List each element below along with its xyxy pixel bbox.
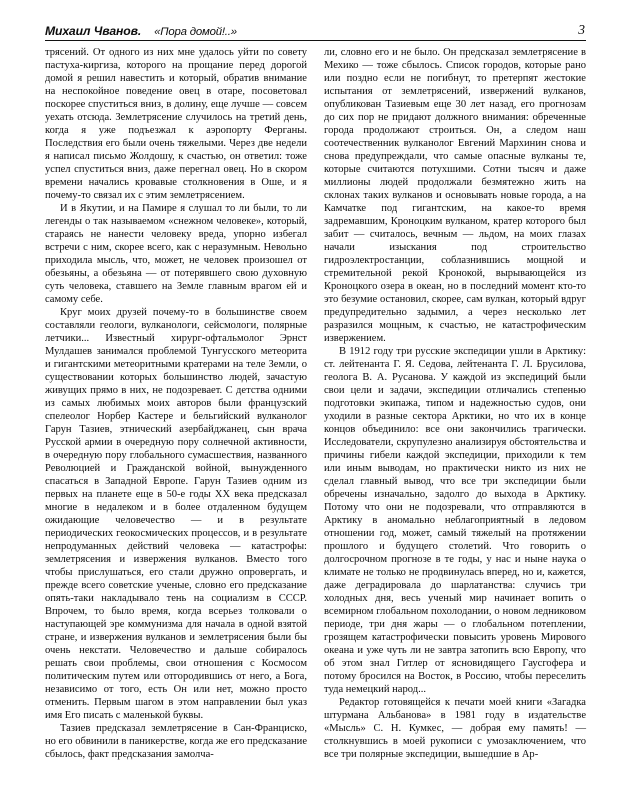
column-right — [324, 46, 586, 794]
running-head-title: «Пора домой!..» — [154, 25, 237, 38]
body-paragraph: ли, словно его и не было. Он предсказал землетрясение в Мехико — тоже сбылось. Список городов, которые рано или поздно если не погибнут, то претерпят жестокие испытания от землетрясений, извержений вулканов, опубликован Тазиевым еще 30 лет назад, его прогнозам до сих пор не придают должного внимания: обреченные города продолжают строиться. Он, а следом наш соотечественник вулканолог Евгений Мархинин снова и снова предупреждали, что самые опасные вулканы те, которые считаются потухшими. Сотни тысяч и даже миллионы людей продолжали безмятежно жить на склонах таких вулканов и основывать новые города, а на Камчатке под гигантским, на какое-то время задремавшим, Кроноцким вулканом, кратер которого был забит — считалось, вечным — льдом, на моих глазах начали изыскания под строительство гидроэлектростанции, соблазнившись мощной и стремительной рекой Кронокой, вырывающейся из Кроноцкого озера в океан, но в последний момент кто-то это безумие остановил, скорее, сам вулкан, который вдруг предупредительно задымил, а через несколько лет разразился мощным, к счастью, не катастрофическим извержением. — [324, 47, 586, 344]
body-paragraph: трясений. От одного из них мне удалось уйти по совету пастуха-киргиза, которого на прощание перед дорогой домой я решил навестить и который, обратив внимание на неспокойное поведение овец в отаре, посоветовал поскорее спуститься вниз, в долину, еще лучше — совсем уехать отсюда. Землетрясение случилось на третий день, когда я уже подъезжал к аэропорту Ферганы. Последствия его были очень тяжелыми. Через две недели я написал письмо Жолдошу, к счастью, он ответил: тоже успел спуститься вниз, даже перегнал овец. Но в скором времени начались кровавые столкновения в Оше, и я почему-то связал их с этим землетрясением. — [45, 47, 307, 201]
body-paragraph: Круг моих друзей почему-то в большинстве своем составляли геологи, вулканологи, сейсмологи, полярные летчики... Известный хирург-офтальмолог Эрнст Мулдашев занимался проблемой Тунгусского метеорита и гигантскими метеоритными кратерами на теле Земли, о существовании которых большинство людей, зачастую живущих прямо в них, не подозревает. С детства одними из самых любимых моих авторов были французский спелеолог Норбер Кастере и бельгийский вулканолог Гарун Тазиев, этнический азербайджанец, сын врача Русской армии в очередную пору солнечной активности, в очередную пору глобального сумасшествия, названного Революцией и Гражданской войной, вынужденного спасаться в Западной Европе. Гарун Тазиев одним из первых на планете еще в 50-е годы XX века предсказал многие в недалеком и в более отдаленном будущем ожидающие человечество — и в результате периодических геокосмических процессов, и в результате непродуманных действий человека — катастрофы: землетрясения и извержения вулканов. Вместо того чтобы прислушаться, его стали дружно опровергать, и прежде всего советские ученые, словно его предсказание опять-таки накладывало тень на социализм в СССР. Впрочем, то было время, когда всерьез толковали о наступающей эре коммунизма для начала в одной взятой стране, и извержения вулканов и землетрясения были бы очень некстати. Человечество и дальше собиралось решать свои проблемы, свои отношения с Космосом политическим путем или отгородившись от него, а Бога, независимо от того, есть Он или нет, можно просто отменить. Первым шагом в этом направлении был указ имя Его писать с маленькой буквы. — [45, 307, 307, 721]
running-head — [45, 21, 586, 41]
body-paragraph: И в Якутии, и на Памире я слушал то ли были, то ли легенды о так называемом «снежном человеке», который, стараясь не нанести человеку вреда, упорно избегал встречи с ним, скорее всего, как с неразумным. Невольно приходила мысль, что, может, не человек произошел от обезьяны, а обезьяна — от потерявшего свою духовную суть человека, ставшего на Земле главным врагом ей и самому себе. — [45, 203, 307, 305]
body-columns — [45, 46, 586, 794]
column-left — [45, 46, 307, 794]
page-number: 3 — [578, 22, 585, 37]
body-paragraph: Редактор готовящейся к печати моей книги «Загадка штурмана Альбанова» в 1981 году в издательстве «Мысль» С. Н. Кумкес, — добрая ему память! — столкнувшись в моей рукописи с умозаключением, что все три полярные экспедиции, вышедшие в Ар- — [324, 697, 586, 760]
running-head-left — [45, 25, 237, 40]
body-paragraph: В 1912 году три русские экспедиции ушли в Арктику: ст. лейтенанта Г. Я. Седова, лейтенанта Г. Л. Брусилова, геолога В. А. Русанова. У каждой из экспедиций были свои цели и задачи, экспедиции отличались степенью подготовки экипажа, типом и надежностью судов, они уходили в разные сектора Арктики, но что их в конце концов объединило: все они закончились трагически. Исследователи, скрупулезно анализируя обстоятельства и причины гибели каждой экспедиции, приходили к тем или иным выводам, но практически никто из них не сделал главный вывод, что все три экспедиции были обречены изначально, задолго до выхода в Арктику. Потому что они не подозревали, что отправляются в Арктику в аномально неблагоприятный в ледовом отношении год, может, самый тяжелый на протяжении прошлого и будущего столетий. Что говорить о долгосрочном прогнозе в те годы, у нас и ныне наука о климате не только не продвинулась вперед, но и, кажется, даже деградировала до шарлатанства: случись три холодных дня, весь ученый мир начинает вопить о всемирном глобальном похолодании, о новом ледниковом периоде, три дня жары — о глобальном потеплении, грозящем катастрофически повысить уровень Мирового океана и уже чуть ли не завтра затопить всю Европу, что об этом знал Гитлер от ясновидящего Гаусгофера и потому бросился на Восток, в Россию, чтобы переселить туда немецкий народ... — [324, 346, 586, 695]
running-head-author: Михаил Чванов. — [45, 23, 142, 38]
body-paragraph: Тазиев предсказал землетрясение в Сан-Франциско, но его обвинили в паникерстве, когда же его предсказание сбылось, факт предсказания замолча- — [45, 723, 307, 760]
